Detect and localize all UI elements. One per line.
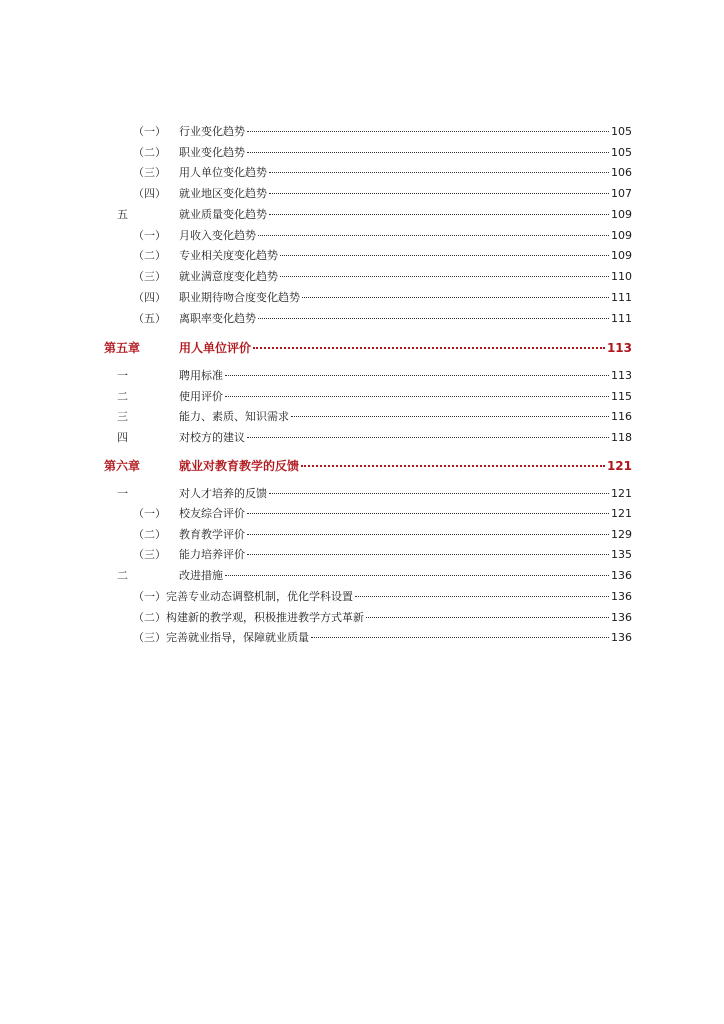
- toc-entry-number: （二）: [133, 528, 166, 541]
- dot-leader: [247, 152, 609, 153]
- toc-entry-title: 校友综合评价: [179, 507, 245, 520]
- toc-entry-title: 教育教学评价: [179, 528, 245, 541]
- toc-entry-title: 完善就业指导，保障就业质量: [166, 631, 309, 644]
- toc-entry[interactable]: [117, 389, 632, 405]
- dot-leader: [247, 534, 609, 535]
- toc-entry-title: 职业变化趋势: [179, 146, 245, 159]
- toc-entry-page: 113: [606, 341, 632, 355]
- toc-entry-number: 四: [117, 431, 128, 444]
- dot-leader: [247, 437, 609, 438]
- dot-leader: [355, 596, 609, 597]
- toc-entry-number: 一: [117, 369, 128, 382]
- toc-entry-title: 改进措施: [179, 569, 223, 582]
- toc-entry-page: 121: [611, 507, 632, 520]
- toc-entry-page: 105: [611, 125, 632, 138]
- toc-entry-number: （三）: [133, 631, 166, 644]
- dot-leader: [225, 375, 609, 376]
- dot-leader: [253, 347, 605, 349]
- toc-entry-number: （一）: [133, 229, 166, 242]
- dot-leader: [247, 131, 609, 132]
- toc-entry[interactable]: [133, 610, 632, 626]
- dot-leader: [311, 637, 609, 638]
- dot-leader: [280, 276, 609, 277]
- toc-entry[interactable]: [133, 527, 632, 543]
- toc-entry[interactable]: [133, 311, 632, 327]
- toc-chapter-entry[interactable]: [104, 340, 632, 356]
- toc-entry[interactable]: [117, 486, 632, 502]
- toc-entry-title: 专业相关度变化趋势: [179, 249, 278, 262]
- toc-entry-number: （二）: [133, 611, 166, 624]
- toc-entry[interactable]: [133, 228, 632, 244]
- toc-entry-number: （一）: [133, 125, 166, 138]
- toc-entry[interactable]: [133, 589, 632, 605]
- toc-entry-title: 就业质量变化趋势: [179, 208, 267, 221]
- toc-entry-number: （三）: [133, 548, 166, 561]
- toc-entry-page: 115: [611, 390, 632, 403]
- dot-leader: [366, 617, 609, 618]
- dot-leader: [302, 297, 609, 298]
- toc-entry-title: 职业期待吻合度变化趋势: [179, 291, 300, 304]
- toc-entry-page: 136: [611, 631, 632, 644]
- toc-entry-page: 111: [611, 312, 632, 325]
- toc-entry-page: 116: [611, 410, 632, 423]
- toc-entry-number: 第五章: [104, 341, 141, 355]
- toc-entry-number: （一）: [133, 507, 166, 520]
- toc-entry-title: 聘用标准: [179, 369, 223, 382]
- toc-entry[interactable]: [117, 430, 632, 446]
- toc-entry-title: 对校方的建议: [179, 431, 245, 444]
- toc-entry-number: （三）: [133, 270, 166, 283]
- toc-entry-page: 110: [611, 270, 632, 283]
- toc-entry-page: 121: [606, 459, 632, 473]
- dot-leader: [225, 575, 609, 576]
- toc-entry-page: 135: [611, 548, 632, 561]
- dot-leader: [269, 172, 609, 173]
- toc-entry[interactable]: [133, 165, 632, 181]
- toc-entry-number: 二: [117, 390, 128, 403]
- toc-entry-title: 构建新的教学观，积极推进教学方式革新: [166, 611, 364, 624]
- toc-entry-number: （一）: [133, 590, 166, 603]
- toc-entry-title: 行业变化趋势: [179, 125, 245, 138]
- toc-entry[interactable]: [117, 207, 632, 223]
- toc-entry[interactable]: [133, 124, 632, 140]
- toc-entry-page: 106: [611, 166, 632, 179]
- toc-entry-page: 136: [611, 611, 632, 624]
- toc-entry-page: 111: [611, 291, 632, 304]
- toc-entry-page: 129: [611, 528, 632, 541]
- toc-entry-title: 使用评价: [179, 390, 223, 403]
- toc-entry-title: 对人才培养的反馈: [179, 487, 267, 500]
- toc-entry[interactable]: [133, 290, 632, 306]
- toc-entry-number: （四）: [133, 291, 166, 304]
- toc-entry[interactable]: [133, 145, 632, 161]
- toc-entry-page: 113: [611, 369, 632, 382]
- toc-entry-title: 用人单位评价: [179, 341, 252, 355]
- toc-entry-page: 109: [611, 249, 632, 262]
- toc-entry[interactable]: [117, 568, 632, 584]
- toc-entry-number: 第六章: [104, 459, 141, 473]
- toc-entry[interactable]: [117, 368, 632, 384]
- dot-leader: [247, 513, 609, 514]
- dot-leader: [225, 396, 609, 397]
- toc-entry-number: 五: [117, 208, 128, 221]
- dot-leader: [280, 255, 609, 256]
- toc-entry[interactable]: [133, 547, 632, 563]
- toc-entry-number: （四）: [133, 187, 166, 200]
- toc-entry-page: 109: [611, 229, 632, 242]
- dot-leader: [258, 235, 609, 236]
- toc-entry-page: 121: [611, 487, 632, 500]
- toc-entry-number: （五）: [133, 312, 166, 325]
- dot-leader: [269, 193, 609, 194]
- toc-entry[interactable]: [133, 506, 632, 522]
- toc-entry-title: 用人单位变化趋势: [179, 166, 267, 179]
- toc-entry-title: 就业对教育教学的反馈: [179, 459, 300, 473]
- dot-leader: [269, 214, 609, 215]
- dot-leader: [247, 554, 609, 555]
- toc-entry-page: 136: [611, 590, 632, 603]
- toc-entry-number: 一: [117, 487, 128, 500]
- toc-entry-title: 就业地区变化趋势: [179, 187, 267, 200]
- toc-chapter-entry[interactable]: [104, 458, 632, 474]
- toc-entry-page: 109: [611, 208, 632, 221]
- toc-entry[interactable]: [117, 409, 632, 425]
- toc-entry-page: 105: [611, 146, 632, 159]
- toc-entry-number: 二: [117, 569, 128, 582]
- dot-leader: [301, 465, 605, 467]
- toc-entry-number: 三: [117, 410, 128, 423]
- toc-entry-title: 月收入变化趋势: [179, 229, 256, 242]
- toc-entry-title: 就业满意度变化趋势: [179, 270, 278, 283]
- dot-leader: [269, 493, 609, 494]
- toc-entry-number: （二）: [133, 249, 166, 262]
- toc-entry-title: 能力培养评价: [179, 548, 245, 561]
- toc-entry[interactable]: [133, 630, 632, 646]
- toc-entry[interactable]: [133, 248, 632, 264]
- toc-entry-number: （三）: [133, 166, 166, 179]
- dot-leader: [258, 318, 609, 319]
- toc-entry-number: （二）: [133, 146, 166, 159]
- toc-entry[interactable]: [133, 269, 632, 285]
- toc-entry-page: 118: [611, 431, 632, 444]
- toc-entry[interactable]: [133, 186, 632, 202]
- toc-entry-title: 完善专业动态调整机制，优化学科设置: [166, 590, 353, 603]
- toc-entry-page: 136: [611, 569, 632, 582]
- dot-leader: [291, 416, 609, 417]
- toc-entry-title: 离职率变化趋势: [179, 312, 256, 325]
- toc-entry-page: 107: [611, 187, 632, 200]
- toc-entry-title: 能力、素质、知识需求: [179, 410, 289, 423]
